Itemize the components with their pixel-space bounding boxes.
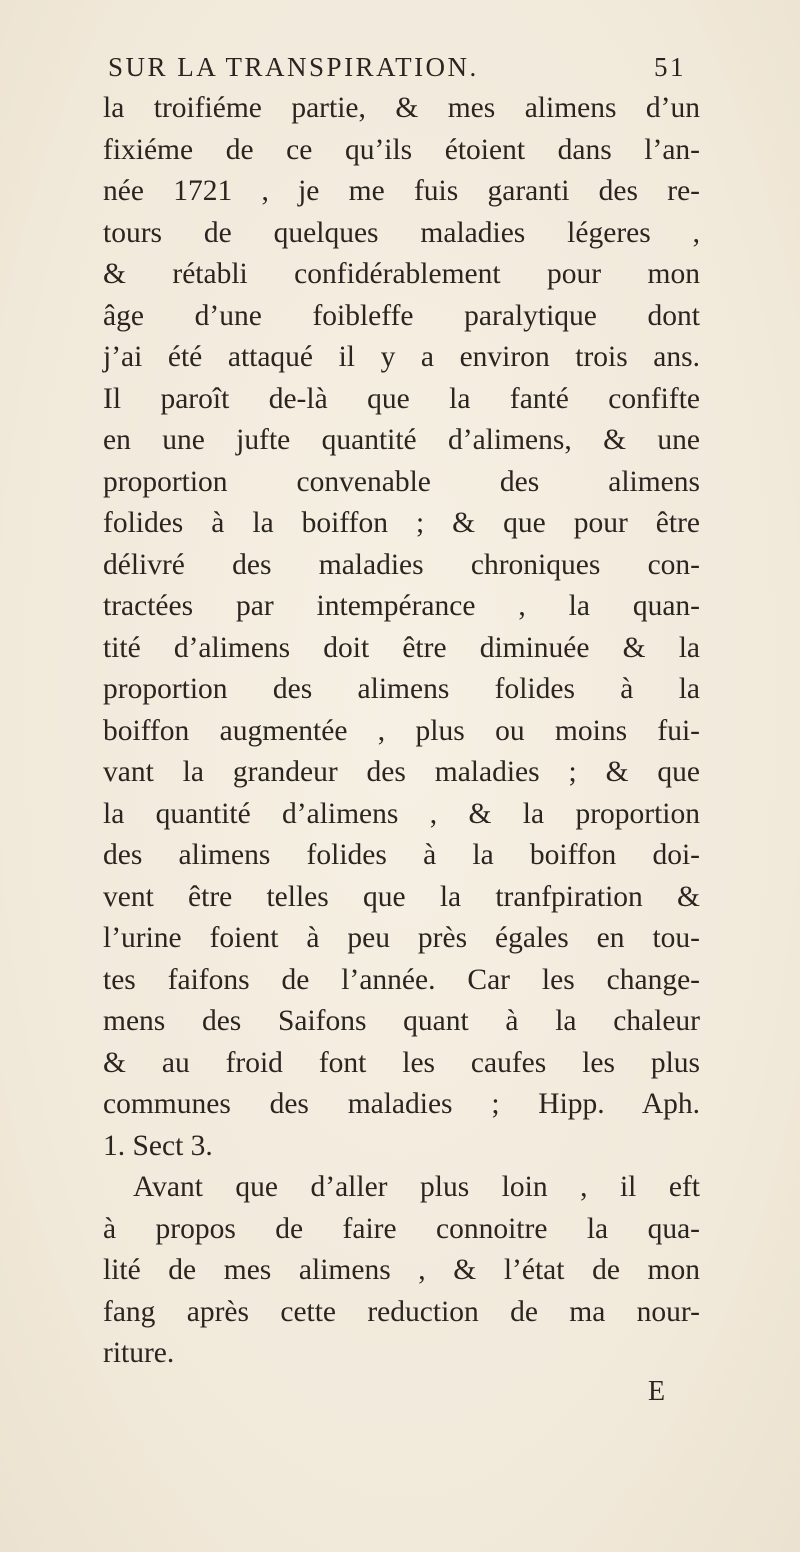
text-line: à propos de faire connoitre la qua- bbox=[103, 1212, 700, 1245]
text-line: née 1721 , je me fuis garanti des re- bbox=[103, 175, 700, 207]
text-line: tes faifons de l’année. Car les change- bbox=[103, 963, 700, 996]
text-line: fixiéme de ce qu’ils étoient dans l’an- bbox=[103, 133, 700, 166]
text-line: proportion convenable des alimens bbox=[103, 465, 700, 498]
running-title: SUR LA TRANSPIRATION. bbox=[108, 52, 479, 82]
page-number: 51 bbox=[654, 52, 686, 82]
text-line: communes des maladies ; Hipp. Aph. bbox=[103, 1088, 700, 1120]
text-line: vant la grandeur des maladies ; & que bbox=[103, 756, 700, 788]
text-line: fang après cette reduction de ma nour- bbox=[103, 1295, 700, 1328]
text-line: en une jufte quantité d’alimens, & une bbox=[103, 424, 700, 456]
text-line: vent être telles que la tranfpiration & bbox=[103, 880, 700, 913]
text-line: lité de mes alimens , & l’état de mon bbox=[103, 1254, 700, 1286]
text-line: 1. Sect 3. bbox=[103, 1129, 213, 1162]
running-header bbox=[108, 52, 686, 92]
text-line: Avant que d’aller plus loin , il eft bbox=[133, 1171, 700, 1203]
text-line: tité d’alimens doit être diminuée & la bbox=[103, 631, 700, 664]
text-line: & rétabli confidérablement pour mon bbox=[103, 258, 700, 290]
text-line: & au froid font les caufes les plus bbox=[103, 1046, 700, 1079]
text-line: folides à la boiffon ; & que pour être bbox=[103, 507, 700, 539]
text-line: j’ai été attaqué il y a environ trois ans. bbox=[103, 341, 700, 373]
text-block bbox=[103, 88, 700, 1375]
text-line: tractées par intempérance , la quan- bbox=[103, 590, 700, 622]
text-line: la quantité d’alimens , & la proportion bbox=[103, 797, 700, 830]
text-line: tours de quelques maladies légeres , bbox=[103, 216, 700, 249]
text-line: la troifiéme partie, & mes alimens d’un bbox=[103, 92, 700, 124]
text-line: Il paroît de-là que la fanté confifte bbox=[103, 382, 700, 415]
text-line: boiffon augmentée , plus ou moins fui- bbox=[103, 714, 700, 747]
text-line: proportion des alimens folides à la bbox=[103, 673, 700, 705]
text-line: mens des Saifons quant à la chaleur bbox=[103, 1005, 700, 1037]
text-line: âge d’une foibleffe paralytique dont bbox=[103, 299, 700, 332]
catchword: E bbox=[648, 1376, 666, 1407]
text-line: l’urine foient à peu près égales en tou- bbox=[103, 922, 700, 954]
text-line: des alimens folides à la boiffon doi- bbox=[103, 839, 700, 871]
text-line: riture. bbox=[103, 1337, 175, 1369]
text-line: délivré des maladies chroniques con- bbox=[103, 548, 700, 581]
